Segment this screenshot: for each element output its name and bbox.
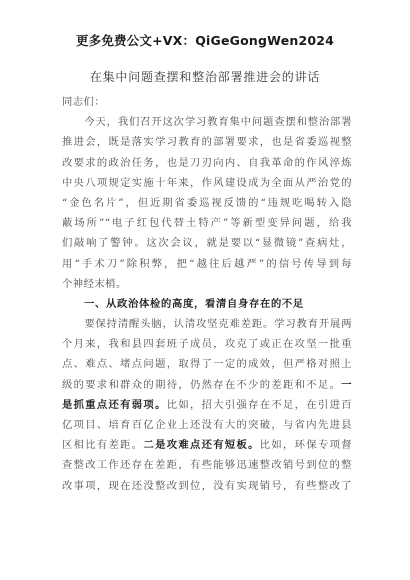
body-line	[62, 314, 352, 334]
text-segment: 点、难点、堵点问题，取得了一定的成效，但严格对照上	[62, 358, 352, 371]
watermark-header: 更多免费公文+VX：QiGeGongWen2024	[75, 33, 335, 48]
text-segment: 今天，我们召开这次学习教育集中问题查摆和整治部署	[62, 116, 352, 129]
body-line	[62, 395, 352, 415]
body-line	[62, 213, 352, 233]
body-line	[62, 375, 352, 395]
text-segment: 比如，招大引强存在不足，在引进百	[166, 398, 353, 411]
body-line	[62, 476, 352, 496]
document-title: 在集中问题查摆和整治部署推进会的讲话	[89, 70, 321, 84]
text-segment: 们敲响了警钟。这次会议，就是要以“显微镜”查病灶，	[62, 237, 352, 250]
text-segment: 个月来，我和县四套班子成员，攻克了或正在攻坚一批重	[62, 338, 352, 351]
text-segment: 要保持清醒头脑，认清攻坚克难差距。学习教育开展两	[62, 318, 352, 331]
section-heading	[62, 294, 352, 314]
text-segment: 一、从政治体检的高度，看清自身存在的不足	[62, 297, 304, 310]
text-segment: 个神经末梢。	[62, 277, 127, 290]
bold-text-segment: 一	[341, 378, 352, 391]
body-line	[62, 254, 352, 274]
body-line	[62, 153, 352, 173]
text-segment: 级的要求和群众的期待，仍然存在不少的差距和不足。	[62, 378, 342, 391]
text-segment: 改要求的政治任务，也是刀刃向内、自我革命的作风淬炼	[62, 156, 352, 169]
body-line	[62, 435, 352, 455]
text-segment: 查整改工作还存在差距，有些能够迅速整改销号到位的整	[62, 459, 352, 472]
text-segment: 中央八项规定实施十年来，作风建设成为全面从严治党的	[62, 176, 352, 189]
body-line	[62, 92, 352, 112]
body-line	[62, 233, 352, 253]
text-segment: “金色名片”，但近期省委巡视反馈的“违规吃喝转入隐	[62, 196, 352, 209]
text-segment: 推进会，既是落实学习教育的部署要求，也是省委巡视整	[62, 136, 352, 149]
body-line	[62, 354, 352, 374]
body-line	[62, 112, 352, 132]
text-segment: 用“手术刀”除积弊，把“越往后越严”的信号传导到每	[62, 257, 352, 270]
text-segment: 蔽场所”“电子红包代替土特产”等新型变异问题，给我	[62, 217, 352, 230]
body-line	[62, 334, 352, 354]
text-segment: 区相比有差距。	[62, 439, 144, 452]
text-segment: 同志们：	[62, 96, 106, 108]
body-line	[62, 415, 352, 435]
body-line	[62, 173, 352, 193]
text-segment: 比如，环保专项督	[259, 439, 353, 452]
bold-text-segment: 是抓重点还有弱项。	[62, 398, 167, 411]
text-segment: 改事项，现在还没整改到位，没有实现销号，有些整改了	[62, 479, 352, 492]
body-line	[62, 193, 352, 213]
document-body	[62, 92, 352, 496]
bold-text-segment: 二是攻难点还有短板。	[143, 439, 260, 452]
body-line	[62, 132, 352, 152]
body-line	[62, 274, 352, 294]
text-segment: 亿项目、培育百亿企业上还没有大的突破，与省内先进县	[62, 419, 352, 431]
body-line	[62, 455, 352, 475]
